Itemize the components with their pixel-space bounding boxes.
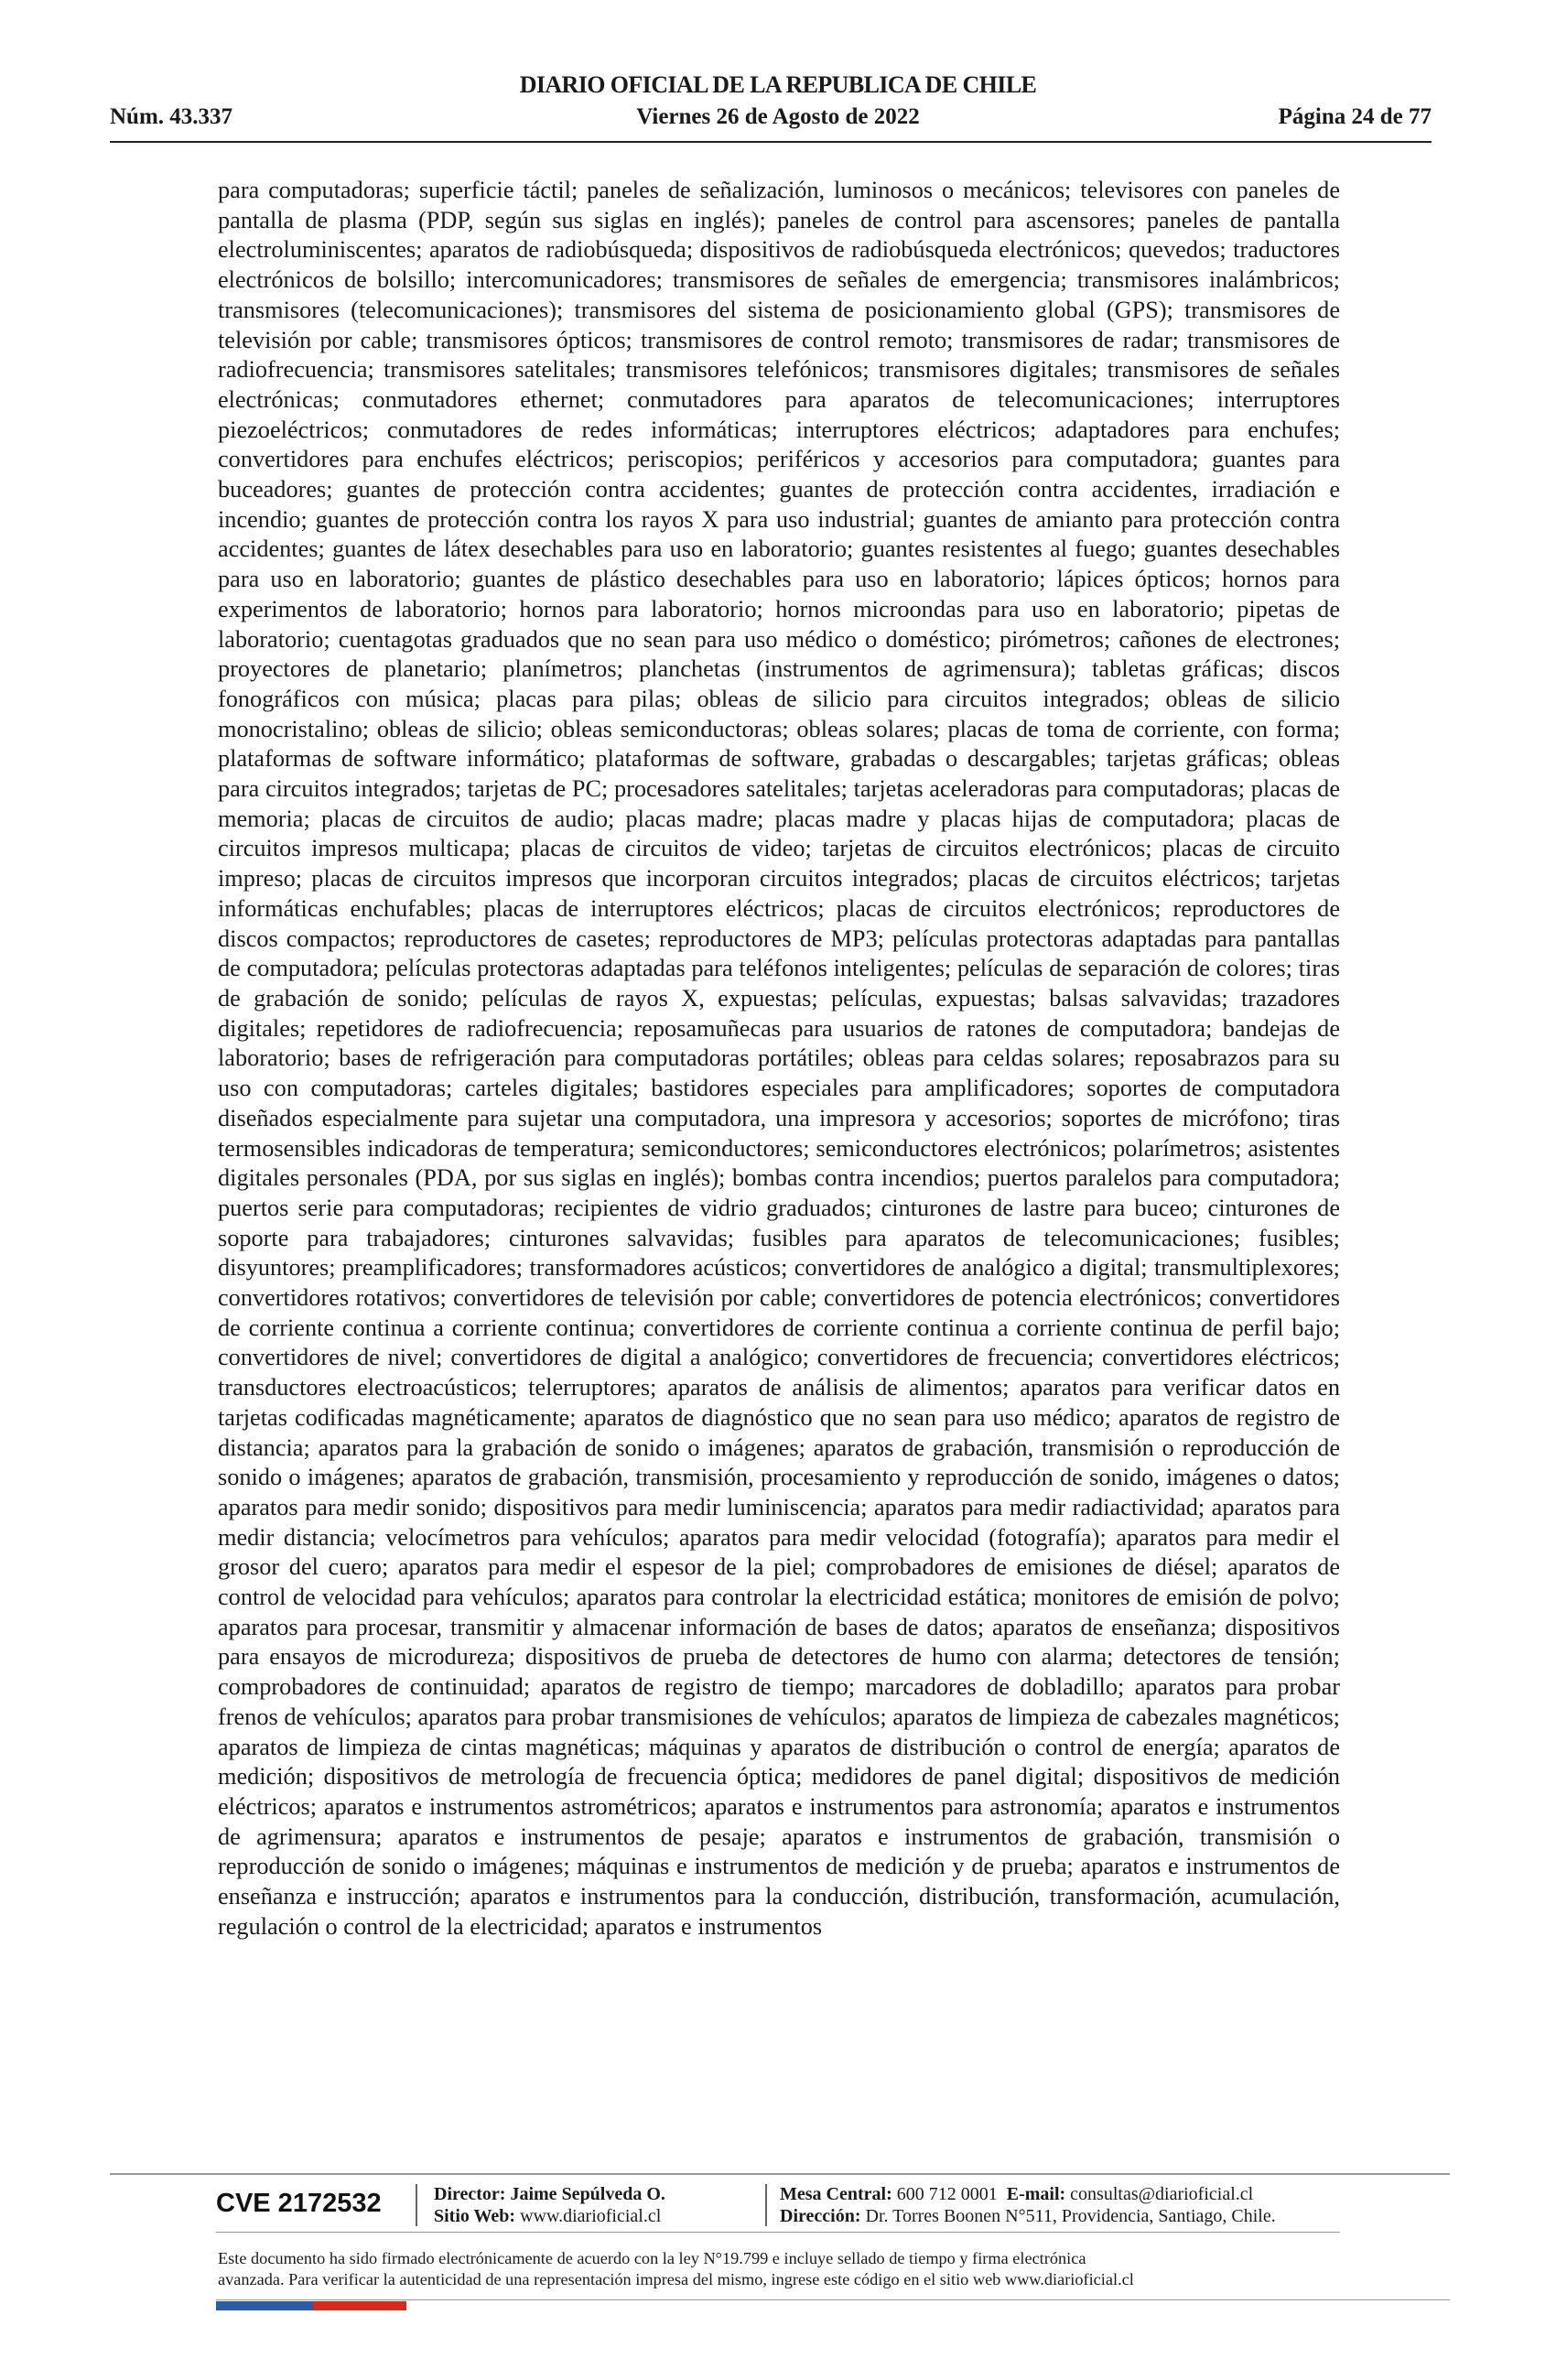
issue-date: Viernes 26 de Agosto de 2022 [636, 104, 920, 129]
footer-divider-bottom [216, 2299, 1450, 2300]
director-name: Jaime Sepúlveda O. [510, 2184, 665, 2204]
issue-number: Núm. 43.337 [110, 104, 233, 129]
phone-label: Mesa Central: [780, 2184, 892, 2204]
address-value: Dr. Torres Boonen N°511, Providencia, Santiago, Chile. [865, 2206, 1276, 2226]
website-label: Sitio Web: [434, 2206, 516, 2226]
contact-line [780, 2184, 1253, 2205]
cve-code: CVE 2172532 [216, 2189, 382, 2218]
legal-line: avanzada. Para verificar la autenticidad de una representación impresa del mismo, ingrese este código en el sitio web www.diarioficial.cl [218, 2270, 1134, 2288]
header-divider [110, 141, 1432, 143]
legal-notice [218, 2248, 1340, 2290]
footer-divider-top [110, 2173, 1450, 2175]
phone-number: 600 712 0001 [896, 2184, 998, 2204]
page-number: Página 24 de 77 [1278, 104, 1432, 129]
director-line [434, 2184, 665, 2205]
publication-title: DIARIO OFICIAL DE LA REPUBLICA DE CHILE [519, 71, 1037, 98]
address-label: Dirección: [780, 2206, 861, 2226]
page-header [0, 0, 1556, 146]
footer-divider-mid [216, 2232, 1340, 2233]
website-link[interactable]: www.diarioficial.cl [520, 2206, 662, 2226]
flag-stripe-red [313, 2301, 406, 2310]
body-text: para computadoras; superficie táctil; paneles de señalización, luminosos o mecánicos; televisores con paneles de pantalla de plasma (PDP, según sus siglas en inglés); paneles de control para ascensores; paneles de pantalla electroluminiscentes; aparatos de radiobúsqueda; dispositivos de radiobúsqueda electrónicos; quevedos; traductores electrónicos de bolsillo; intercomunicadores; transmisores de señales de emergencia; transmisores inalámbricos; transmisores (telecomunicaciones); transmisores del sistema de posicionamiento global (GPS); transmisores de televisión por cable; transmisores ópticos; transmisores de control remoto; transmisores de radar; transmisores de radiofrecuencia; transmisores satelitales; transmisores telefónicos; transmisores digitales; transmisores de señales electrónicas; conmutadores ethernet; conmutadores para aparatos de telecomunicaciones; interruptores piezoeléctricos; conmutadores de redes informáticas; interruptores eléctricos; adaptadores para enchufes; convertidores para enchufes eléctricos; periscopios; periféricos y accesorios para computadora; guantes para buceadores; guantes de protección contra accidentes; guantes de protección contra accidentes, irradiación e incendio; guantes de protección contra los rayos X para uso industrial; guantes de amianto para protección contra accidentes; guantes de látex desechables para uso en laboratorio; guantes resistentes al fuego; guantes desechables para uso en laboratorio; guantes de plástico desechables para uso en laboratorio; lápices ópticos; hornos para experimentos de laboratorio; hornos para laboratorio; hornos microondas para uso en laboratorio; pipetas de laboratorio; cuentagotas graduados que no sean para uso médico o doméstico; pirómetros; cañones de electrones; proyectores de planetario; planímetros; planchetas (instrumentos de agrimensura); tabletas gráficas; discos fonográficos con música; placas para pilas; obleas de silicio para circuitos integrados; obleas de silicio monocristalino; obleas de silicio; obleas semiconductoras; obleas solares; placas de toma de corriente, con forma; plataformas de software informático; plataformas de software, grabadas o descargables; tarjetas gráficas; obleas para circuitos integrados; tarjetas de PC; procesadores satelitales; tarjetas aceleradoras para computadoras; placas de memoria; placas de circuitos de audio; placas madre; placas madre y placas hijas de computadora; placas de circuitos impresos multicapa; placas de circuitos de video; tarjetas de circuitos electrónicos; placas de circuito impreso; placas de circuitos impresos que incorporan circuitos integrados; placas de circuitos eléctricos; tarjetas informáticas enchufables; placas de interruptores eléctricos; placas de circuitos electrónicos; reproductores de discos compactos; reproductores de casetes; reproductores de MP3; películas protectoras adaptadas para pantallas de computadora; películas protectoras adaptadas para teléfonos inteligentes; películas de separación de colores; tiras de grabación de sonido; películas de rayos X, expuestas; películas, expuestas; balsas salvavidas; trazadores digitales; repetidores de radiofrecuencia; reposamuñecas para usuarios de ratones de computadora; bandejas de laboratorio; bases de refrigeración para computadoras portátiles; obleas para celdas solares; reposabrazos para su uso con computadoras; carteles digitales; bastidores especiales para amplificadores; soportes de computadora diseñados especialmente para sujetar una computadora, una impresora y accesorios; soportes de micrófono; tiras termosensibles indicadoras de temperatura; semiconductores; semiconductores electrónicos; polarímetros; asistentes digitales personales (PDA, por sus siglas en inglés); bombas contra incendios; puertos paralelos para computadora; puertos serie para computadoras; recipientes de vidrio graduados; cinturones de lastre para buceo; cinturones de soporte para trabajadores; cinturones salvavidas; fusibles para aparatos de telecomunicaciones; fusibles; disyuntores; preamplificadores; transformadores acústicos; convertidores de analógico a digital; transmultiplexores; convertidores rotativos; convertidores de televisión por cable; convertidores de potencia electrónicos; convertidores de corriente continua a corriente continua; convertidores de corriente continua a corriente continua de perfil bajo; convertidores de nivel; convertidores de digital a analógico; convertidores de frecuencia; convertidores eléctricos; transductores electroacústicos; telerruptores; aparatos de análisis de alimentos; aparatos para verificar datos en tarjetas codificadas magnéticamente; aparatos de diagnóstico que no sean para uso médico; aparatos de registro de distancia; aparatos para la grabación de sonido o imágenes; aparatos de grabación, transmisión o reproducción de sonido o imágenes; aparatos de grabación, transmisión, procesamiento y reproducción de sonido, imágenes o datos; aparatos para medir sonido; dispositivos para medir luminiscencia; aparatos para medir radiactividad; aparatos para medir distancia; velocímetros para vehículos; aparatos para medir velocidad (fotografía); aparatos para medir el grosor del cuero; aparatos para medir el espesor de la piel; comprobadores de emisiones de diésel; aparatos de control de velocidad para vehículos; aparatos para controlar la electricidad estática; monitores de emisión de polvo; aparatos para procesar, transmitir y almacenar información de bases de datos; aparatos de enseñanza; dispositivos para ensayos de microdureza; dispositivos de prueba de detectores de humo con alarma; detectores de tensión; comprobadores de continuidad; aparatos de registro de tiempo; marcadores de dobladillo; aparatos para probar frenos de vehículos; aparatos para probar transmisiones de vehículos; aparatos de limpieza de cabezales magnéticos; aparatos de limpieza de cintas magnéticas; máquinas y aparatos de distribución o control de energía; aparatos de medición; dispositivos de metrología de frecuencia óptica; medidores de panel digital; dispositivos de medición eléctricos; aparatos e instrumentos astrométricos; aparatos e instrumentos para astronomía; aparatos e instrumentos de agrimensura; aparatos e instrumentos de pesaje; aparatos e instrumentos de grabación, transmisión o reproducción de sonido o imágenes; máquinas e instrumentos de medición y de prueba; aparatos e instrumentos de enseñanza e instrucción; aparatos e instrumentos para la conducción, distribución, transformación, acumulación, regulación o control de la electricidad; aparatos e instrumentos [218, 177, 1340, 1940]
legal-line: Este documento ha sido firmado electrónicamente de acuerdo con la ley N°19.799 e incluye sellado de tiempo y firma electrónica [218, 2249, 1086, 2267]
flag-stripe-blue [216, 2301, 313, 2310]
address-line [780, 2206, 1276, 2227]
email-label: E-mail: [1006, 2184, 1066, 2204]
director-label: Director: [434, 2184, 506, 2204]
website-line [434, 2206, 661, 2227]
footer-separator [416, 2184, 417, 2226]
footer-separator [765, 2184, 767, 2226]
email-link[interactable]: consultas@diarioficial.cl [1070, 2184, 1254, 2204]
